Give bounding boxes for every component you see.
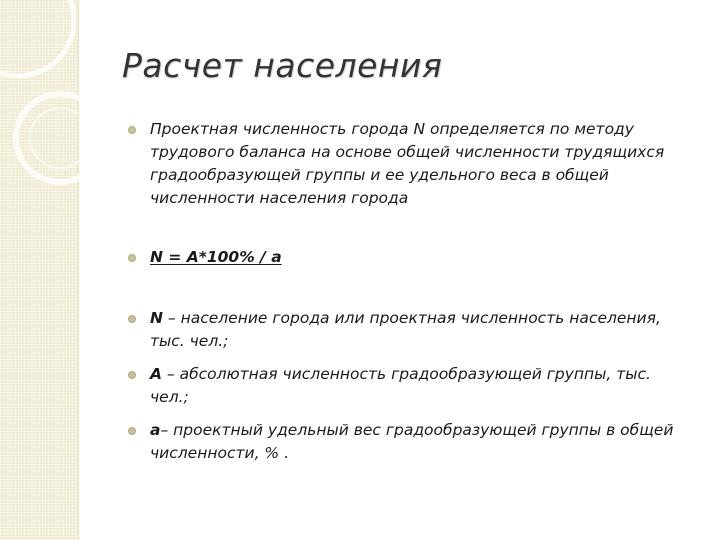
bullet-icon xyxy=(128,427,136,435)
bullet-list xyxy=(128,118,688,465)
variable-a-upper: A xyxy=(150,365,162,383)
bullet-icon xyxy=(128,315,136,323)
description-text: Проектная численность города N определяется по методу трудового баланса на основе общей численности трудящихся градообразующей группы и ее удельного веса в общей численности населения города xyxy=(150,120,665,207)
variable-a-lower-definition: – проектный удельный вес градообразующей группы в общей численности, % . xyxy=(150,421,674,462)
bullet-item-formula xyxy=(128,246,688,269)
bullet-item-a-lower-definition xyxy=(128,419,688,465)
variable-n: N xyxy=(150,309,163,327)
bullet-item-a-definition xyxy=(128,363,688,409)
bullet-icon xyxy=(128,254,136,262)
bullet-icon xyxy=(128,126,136,134)
variable-n-definition: – население города или проектная численность населения, тыс. чел.; xyxy=(150,309,661,350)
variable-a-lower: a xyxy=(150,421,161,439)
bullet-item-n-definition xyxy=(128,307,688,353)
decorative-circles-icon xyxy=(0,0,110,230)
formula-text: N = A*100% / a xyxy=(150,248,282,266)
slide-title: Расчет населения xyxy=(122,46,443,85)
bullet-icon xyxy=(128,371,136,379)
variable-a-upper-definition: – абсолютная численность градообразующей группы, тыс. чел.; xyxy=(150,365,651,406)
bullet-item-description xyxy=(128,118,688,210)
